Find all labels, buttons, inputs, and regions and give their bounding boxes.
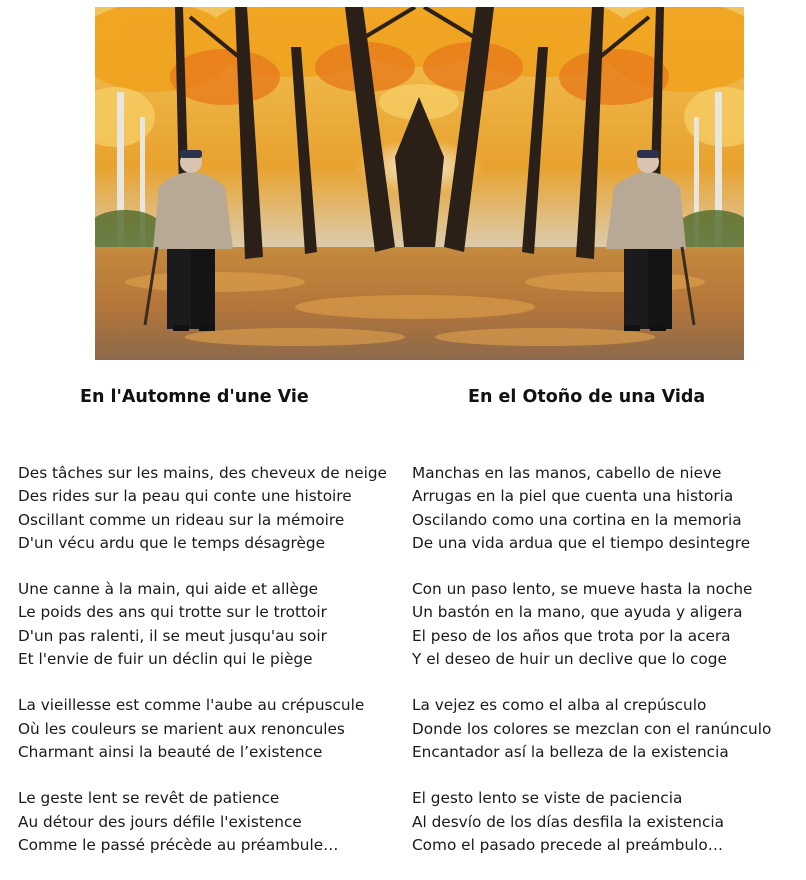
stanza bbox=[18, 694, 387, 764]
stanza bbox=[412, 787, 771, 857]
poem-line: D'un vécu ardu que le temps désagrège bbox=[18, 533, 326, 552]
poem-line: Oscillant comme un rideau sur la mémoire bbox=[18, 510, 345, 529]
poem-french bbox=[18, 462, 387, 880]
stanza bbox=[18, 787, 387, 857]
poem-title-spanish: En el Otoño de una Vida bbox=[468, 387, 706, 407]
poem-line: Arrugas en la piel que cuenta una historia bbox=[412, 487, 734, 506]
stanza bbox=[412, 694, 771, 764]
poem-line: Como el pasado precede al preámbulo… bbox=[412, 835, 724, 854]
autumn-park-old-man-photo bbox=[95, 7, 744, 360]
autumn-photo bbox=[95, 7, 744, 360]
poem-line: Oscilando como una cortina en la memoria bbox=[412, 510, 742, 529]
poem-line: Donde los colores se mezclan con el ranúnculo bbox=[412, 719, 772, 738]
stanza bbox=[18, 462, 387, 555]
poem-line: Comme le passé précède au préambule… bbox=[18, 835, 339, 854]
poem-line: Y el deseo de huir un declive que lo coge bbox=[412, 650, 727, 669]
poem-line: Encantador así la belleza de la existencia bbox=[412, 742, 729, 761]
poem-line: Al desvío de los días desfila la existencia bbox=[412, 812, 725, 831]
poem-line: Et l'envie de fuir un déclin qui le piège bbox=[18, 650, 313, 669]
poem-line: Des tâches sur les mains, des cheveux de neige bbox=[18, 464, 387, 482]
poem-spanish bbox=[412, 462, 771, 880]
stanza bbox=[412, 578, 771, 671]
poem-line: Charmant ainsi la beauté de l’existence bbox=[18, 742, 323, 761]
stanza bbox=[18, 578, 387, 671]
poem-line: Manchas en las manos, cabello de nieve bbox=[412, 464, 722, 482]
stanza bbox=[412, 462, 771, 555]
poem-line: El peso de los años que trota por la acera bbox=[412, 626, 731, 645]
poem-line: Une canne à la main, qui aide et allège bbox=[18, 580, 319, 599]
poem-line: Le poids des ans qui trotte sur le trottoir bbox=[18, 603, 327, 622]
poem-line: Con un paso lento, se mueve hasta la noche bbox=[412, 580, 753, 599]
poem-line: Au détour des jours défile l'existence bbox=[18, 812, 302, 831]
poem-line: De una vida ardua que el tiempo desintegre bbox=[412, 533, 751, 552]
poem-title-french: En l'Automne d'une Vie bbox=[80, 387, 309, 407]
poem-line: La vieillesse est comme l'aube au crépuscule bbox=[18, 696, 365, 715]
poem-line: D'un pas ralenti, il se meut jusqu'au soir bbox=[18, 626, 327, 645]
poem-line: La vejez es como el alba al crepúsculo bbox=[412, 696, 707, 715]
poem-line: Des rides sur la peau qui conte une histoire bbox=[18, 487, 352, 506]
poem-line: El gesto lento se viste de paciencia bbox=[412, 789, 683, 808]
poem-line: Un bastón en la mano, que ayuda y aligera bbox=[412, 603, 743, 622]
poem-line: Le geste lent se revêt de patience bbox=[18, 789, 280, 808]
poem-line: Où les couleurs se marient aux renoncules bbox=[18, 719, 345, 738]
